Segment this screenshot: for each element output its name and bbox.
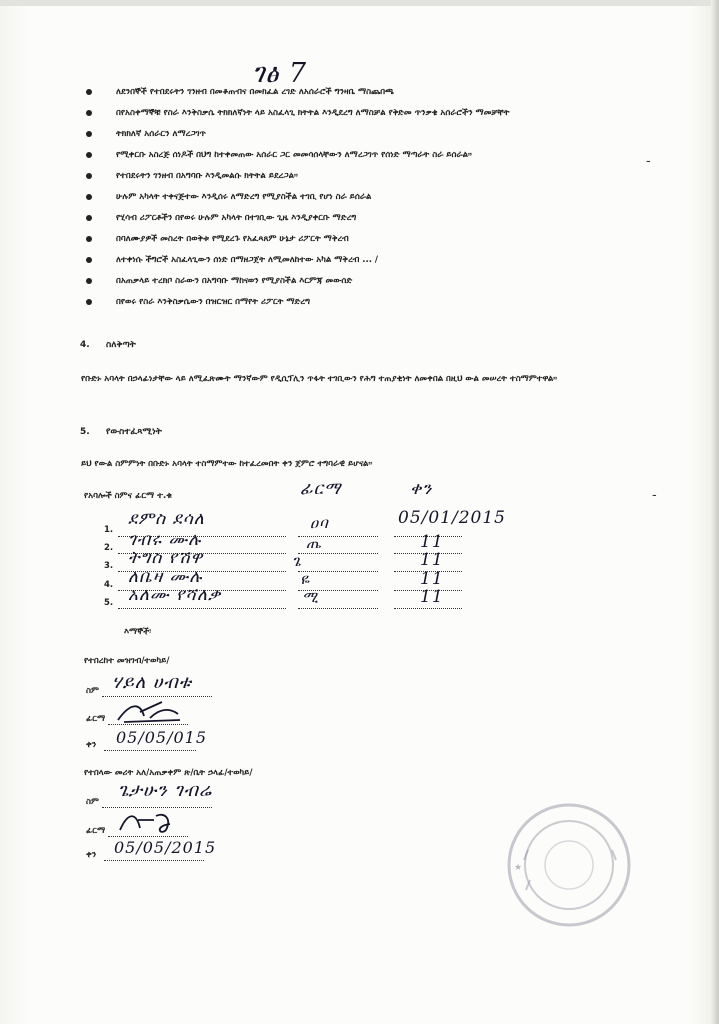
list-item: በየአስቀማኞቹ የስራ እንቅስቃሴ ትክክለኛነት ላይ አስፈላጊ ክትትል እንዲደረግ ለማስቻል የቅድመ ጥንቃቄ አሰራሮችን ማመቻቸት: [86, 107, 666, 120]
members-header-label: የአባሎች ስምና ፊርማ ተ.ቁ: [84, 491, 172, 501]
margin-mark: -: [652, 488, 657, 503]
receiver-title: የተበላው መሪት አለ/አጠቃቀም ጽ/ቤት ኃላፊ/ተወካይ/: [84, 768, 253, 778]
handover-date-label: ቀን: [86, 740, 97, 750]
list-item: የሚቀርቡ አስረጅ ሰነዶች በህግ ከተቀመጠው አሰራር ጋር መመሳሰላቸውን ለማረጋገጥ የሰነድ ማጣራት ስራ ይሰራል።: [86, 149, 666, 162]
name-line: [118, 608, 286, 609]
handover-title: የተበረከተ መዝገብ/ተወካይ/: [84, 656, 170, 666]
member-name: ትግስ የሽዋ: [128, 548, 204, 568]
list-item: ትክክለኛ አሰራርን ለማረጋገጥ: [86, 128, 666, 141]
scan-edge-right: [711, 0, 719, 1024]
receiver-name-value: ጌታሁን ገብሬ: [118, 780, 213, 801]
date-column-header: ቀን: [410, 479, 433, 499]
list-item: ለተቀነሱ ችግሮች አስፈላጊውን ሰነድ በማዘጋጀት ለሚመለከተው አካል ማቅረብ ... /: [86, 254, 666, 267]
page-number: ገፅ 7: [252, 58, 308, 89]
handover-signature-image: [110, 698, 190, 728]
section-title: የውስተፈጻሚነት: [106, 427, 162, 437]
member-date: 11: [420, 569, 444, 589]
row-number: 1.: [104, 525, 114, 535]
handover-name-line: [102, 696, 212, 697]
list-item: የሂሳብ ሪፖርቶችን በየወሩ ሁሉም አካላት በተገቢው ጊዜ እንዲያቀርቡ ማድረግ: [86, 212, 666, 225]
member-date: 11: [420, 587, 444, 607]
member-name: ለቤዛ ሙሉ: [128, 567, 203, 587]
handover-name-value: ሃይለ ሀብቱ: [112, 672, 192, 693]
section-5-body: ይህ የውል ስምምነት በቡድኑ አባላት ተስማምተው ከተፈረመበት ቀን ጀምሮ ተግባራዊ ይሆናል።: [81, 459, 373, 469]
receiver-date-label: ቀን: [86, 850, 97, 860]
handover-name-label: ስም: [86, 686, 99, 696]
section-number: 4.: [80, 340, 90, 350]
member-date: 05/01/2015: [398, 508, 506, 528]
duties-list: [86, 86, 666, 317]
receiver-date-value: 05/05/2015: [114, 838, 217, 857]
date-line: [394, 608, 462, 609]
row-number: 5.: [104, 598, 114, 608]
list-item: ለደንበኞች የተበደሩትን ገንዘብ በመቆጠብና በመክፈል ረገድ ለአሰራሮች ግንዛቤ ማስጨበጫ: [86, 86, 666, 99]
member-signature: ጤ: [306, 534, 322, 552]
receiver-sign-label: ፊርማ: [86, 826, 106, 836]
member-name: ገብሩ ሙሉ: [128, 530, 202, 550]
witnesses-label: እማኞች፡: [124, 627, 152, 637]
list-item: በአጠቃላይ ተረክቦ ስራውን በአግባቡ ማከናወን የሚያስችል እርምጃ መውሰድ: [86, 275, 666, 288]
signature-line: [298, 553, 378, 554]
svg-text:★: ★: [514, 863, 523, 873]
signature-column-header: ፊርማ: [300, 479, 342, 499]
official-stamp: [504, 800, 634, 930]
section-title: ስለቅጣት: [106, 340, 136, 350]
row-number: 4.: [104, 580, 114, 590]
member-signature: ዬ: [300, 570, 311, 588]
section-number: 5.: [80, 427, 90, 437]
signature-line: [298, 608, 378, 609]
row-number: 2.: [104, 543, 114, 553]
member-signature: ጌ: [292, 552, 302, 570]
member-name: አለሙ የሻለቃ: [128, 585, 222, 605]
margin-mark: -: [646, 154, 651, 169]
scan-edge-top: [0, 0, 719, 6]
handover-sign-label: ፊርማ: [86, 714, 106, 724]
handover-date-line: [104, 750, 196, 751]
receiver-signature-image: [114, 808, 184, 838]
row-number: 3.: [104, 561, 114, 571]
section-4-heading: [80, 340, 136, 350]
member-date: 11: [420, 550, 444, 570]
member-name: ደምስ ደሳለ: [128, 509, 205, 529]
member-signature: ዐባ: [310, 514, 329, 532]
list-item: ሁሉም አካላት ተቀናጅተው እንዲሰሩ ለማድረግ የሚያስችል ተገቢ የሆነ ስራ ይሰራል: [86, 191, 666, 204]
list-item: በየወሩ የስራ እንቅስቃሴውን በዝርዝር በማየት ሪፖርት ማድረግ: [86, 296, 666, 309]
receiver-date-line: [104, 860, 204, 861]
receiver-name-label: ስም: [86, 797, 99, 807]
list-item: የተበደሩትን ገንዘብ በአግባቡ እንዲመልሱ ክትትል ይደረጋል።: [86, 170, 666, 183]
handover-date-value: 05/05/015: [116, 728, 208, 747]
list-item: በባለሙያዎች መስረት በወቅቱ የሚደረጉ የአፈጻጸም ሁኔታ ሪፖርት ማቅረብ: [86, 233, 666, 246]
section-4-body: የቡድኑ አባላት በኃላፊነታቸው ላይ ለሚፈጽሙት ማንኛውም የዲሲፕሊን ጥፋት ተገቢውን የሕግ ተጠያቂነት ለመቀበል በዚህ ውል መሠረት ተስማምተዋል።: [81, 374, 558, 384]
member-date: 11: [420, 532, 444, 552]
section-5-heading: [80, 427, 162, 437]
member-signature: ሚ: [302, 588, 320, 606]
